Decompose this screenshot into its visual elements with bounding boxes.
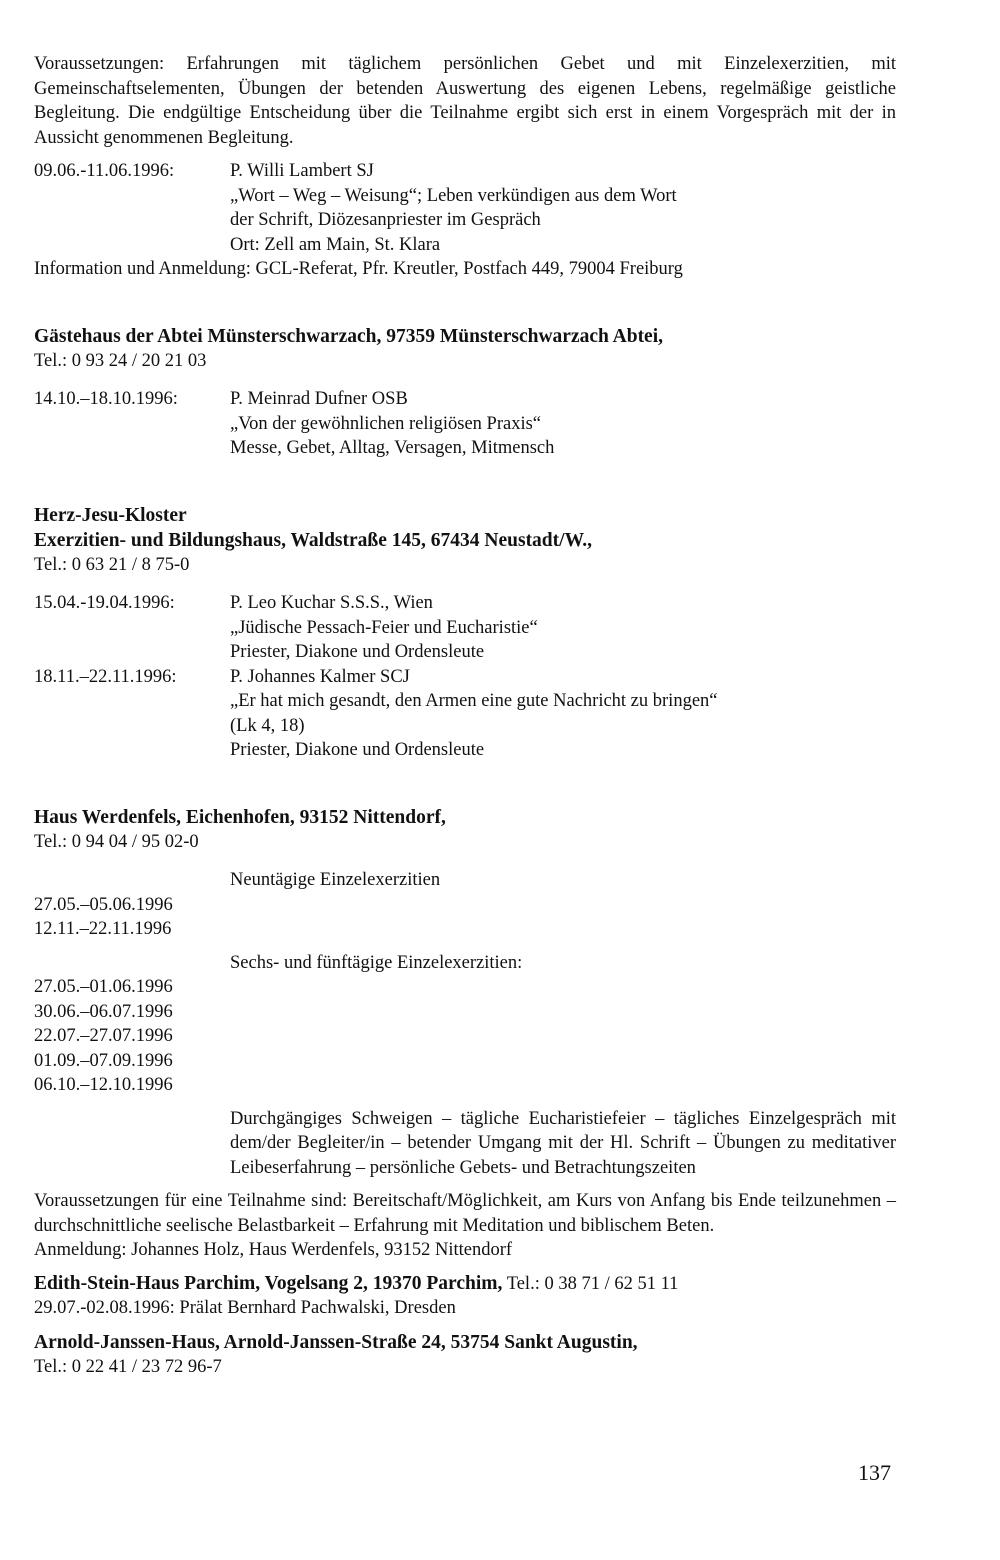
herzjesu-address: Exerzitien- und Bildungshaus, Waldstraße 145, 67434 Neustadt/W., <box>34 529 593 551</box>
course-details <box>230 387 896 461</box>
gcl-requirements: Voraussetzungen: Erfahrungen mit täglichem persönlichen Gebet und mit Einzelexerzitien, mit Gemeinschaftselementen, Übungen der betenden Auswertung des eigenen Lebens, regelmäßige geistliche Begleitung. Die endgültige Entscheidung über die Teilnahme ergibt sich erst in einem Vorgespräch mit der in Aussicht genommenen Begleitung. <box>34 54 896 148</box>
course-date: 09.06.-11.06.1996: <box>34 161 175 181</box>
werdenfels-date: 01.09.–07.09.1996 <box>34 1050 173 1071</box>
werdenfels-heading: Haus Werdenfels, Eichenhofen, 93152 Nittendorf, <box>34 806 446 828</box>
werdenfels-label-nine-day: Neuntägige Einzelexerzitien <box>230 870 441 890</box>
werdenfels-date: 12.11.–22.11.1996 <box>34 919 172 939</box>
course-leader: P. Willi Lambert SJ <box>230 161 374 181</box>
course-leader: P. Leo Kuchar S.S.S., Wien <box>230 593 433 613</box>
course-location: Ort: Zell am Main, St. Klara <box>230 234 441 255</box>
augustin-tel: Tel.: 0 22 41 / 23 72 96-7 <box>34 1356 222 1377</box>
course-title: „Von der gewöhnlichen religiösen Praxis“ <box>230 413 541 434</box>
parchim-heading-line <box>34 1272 896 1297</box>
course-details <box>230 665 896 763</box>
course-title: „Wort – Weg – Weisung“; Leben verkündigen aus dem Wort <box>230 185 677 206</box>
course-audience: Priester, Diakone und Ordensleute <box>230 642 485 662</box>
course-details <box>230 591 896 665</box>
parchim-heading: Edith-Stein-Haus Parchim, Vogelsang 2, 19370 Parchim, <box>34 1272 503 1294</box>
werdenfels-registration: Anmeldung: Johannes Holz, Haus Werdenfels, 93152 Nittendorf <box>34 1240 513 1260</box>
werdenfels-date: 06.10.–12.10.1996 <box>34 1075 173 1095</box>
course-leader: P. Meinrad Dufner OSB <box>230 389 408 409</box>
page-number: 137 <box>858 1460 891 1485</box>
parchim-tel: Tel.: 0 38 71 / 62 51 11 <box>506 1273 679 1294</box>
werdenfels-date: 22.07.–27.07.1996 <box>34 1026 173 1046</box>
herzjesu-tel: Tel.: 0 63 21 / 8 75-0 <box>34 554 190 575</box>
gcl-course <box>34 159 896 257</box>
werdenfels-tel: Tel.: 0 94 04 / 95 02-0 <box>34 831 199 852</box>
course-details <box>230 159 896 257</box>
herzjesu-heading: Herz-Jesu-Kloster <box>34 504 187 526</box>
werdenfels-description: Durchgängiges Schweigen – tägliche Eucharistiefeier – tägliches Einzelgespräch mit dem/der Begleiter/in – betender Umgang mit der Hl. Schrift – Übungen zu meditativer Leibeserfahrung – persönliche Gebets- und Betrachtungszeiten <box>230 1108 896 1178</box>
course-date: 14.10.–18.10.1996: <box>34 389 178 409</box>
course-title: „Jüdische Pessach-Feier und Eucharistie“ <box>230 617 538 638</box>
muensterschwarzach-tel: Tel.: 0 93 24 / 20 21 03 <box>34 350 207 371</box>
werdenfels-label-six-five-day: Sechs- und fünftägige Einzelexerzitien: <box>230 952 523 973</box>
herzjesu-course-2 <box>34 665 896 763</box>
course-leader: P. Johannes Kalmer SCJ <box>230 666 410 687</box>
muensterschwarzach-heading: Gästehaus der Abtei Münsterschwarzach, 97359 Münsterschwarzach Abtei, <box>34 325 664 347</box>
course-date: 18.11.–22.11.1996: <box>34 666 177 687</box>
parchim-course: 29.07.-02.08.1996: Prälat Bernhard Pachwalski, Dresden <box>34 1298 456 1318</box>
muensterschwarzach-course <box>34 387 896 461</box>
werdenfels-date: 27.05.–05.06.1996 <box>34 894 173 915</box>
course-audience: der Schrift, Diözesanpriester im Gespräch <box>230 210 541 230</box>
gcl-info: Information und Anmeldung: GCL-Referat, Pfr. Kreutler, Postfach 449, 79004 Freiburg <box>34 259 683 279</box>
herzjesu-course-1 <box>34 591 896 665</box>
werdenfels-date: 27.05.–01.06.1996 <box>34 977 173 997</box>
page-content <box>34 52 896 1379</box>
course-reference: (Lk 4, 18) <box>230 715 305 736</box>
course-date: 15.04.-19.04.1996: <box>34 593 175 613</box>
course-audience: Priester, Diakone und Ordensleute <box>230 740 485 760</box>
augustin-heading: Arnold-Janssen-Haus, Arnold-Janssen-Straße 24, 53754 Sankt Augustin, <box>34 1331 638 1353</box>
course-topics: Messe, Gebet, Alltag, Versagen, Mitmensch <box>230 438 555 458</box>
course-title: „Er hat mich gesandt, den Armen eine gute Nachricht zu bringen“ <box>230 691 718 711</box>
werdenfels-date: 30.06.–06.07.1996 <box>34 1001 173 1022</box>
werdenfels-requirements: Voraussetzungen für eine Teilnahme sind: Bereitschaft/Möglichkeit, am Kurs von Anfang bis Ende teilzunehmen – durchschnittliche seelische Belastbarkeit – Erfahrung mit Meditation und biblischem Beten. <box>34 1191 896 1236</box>
